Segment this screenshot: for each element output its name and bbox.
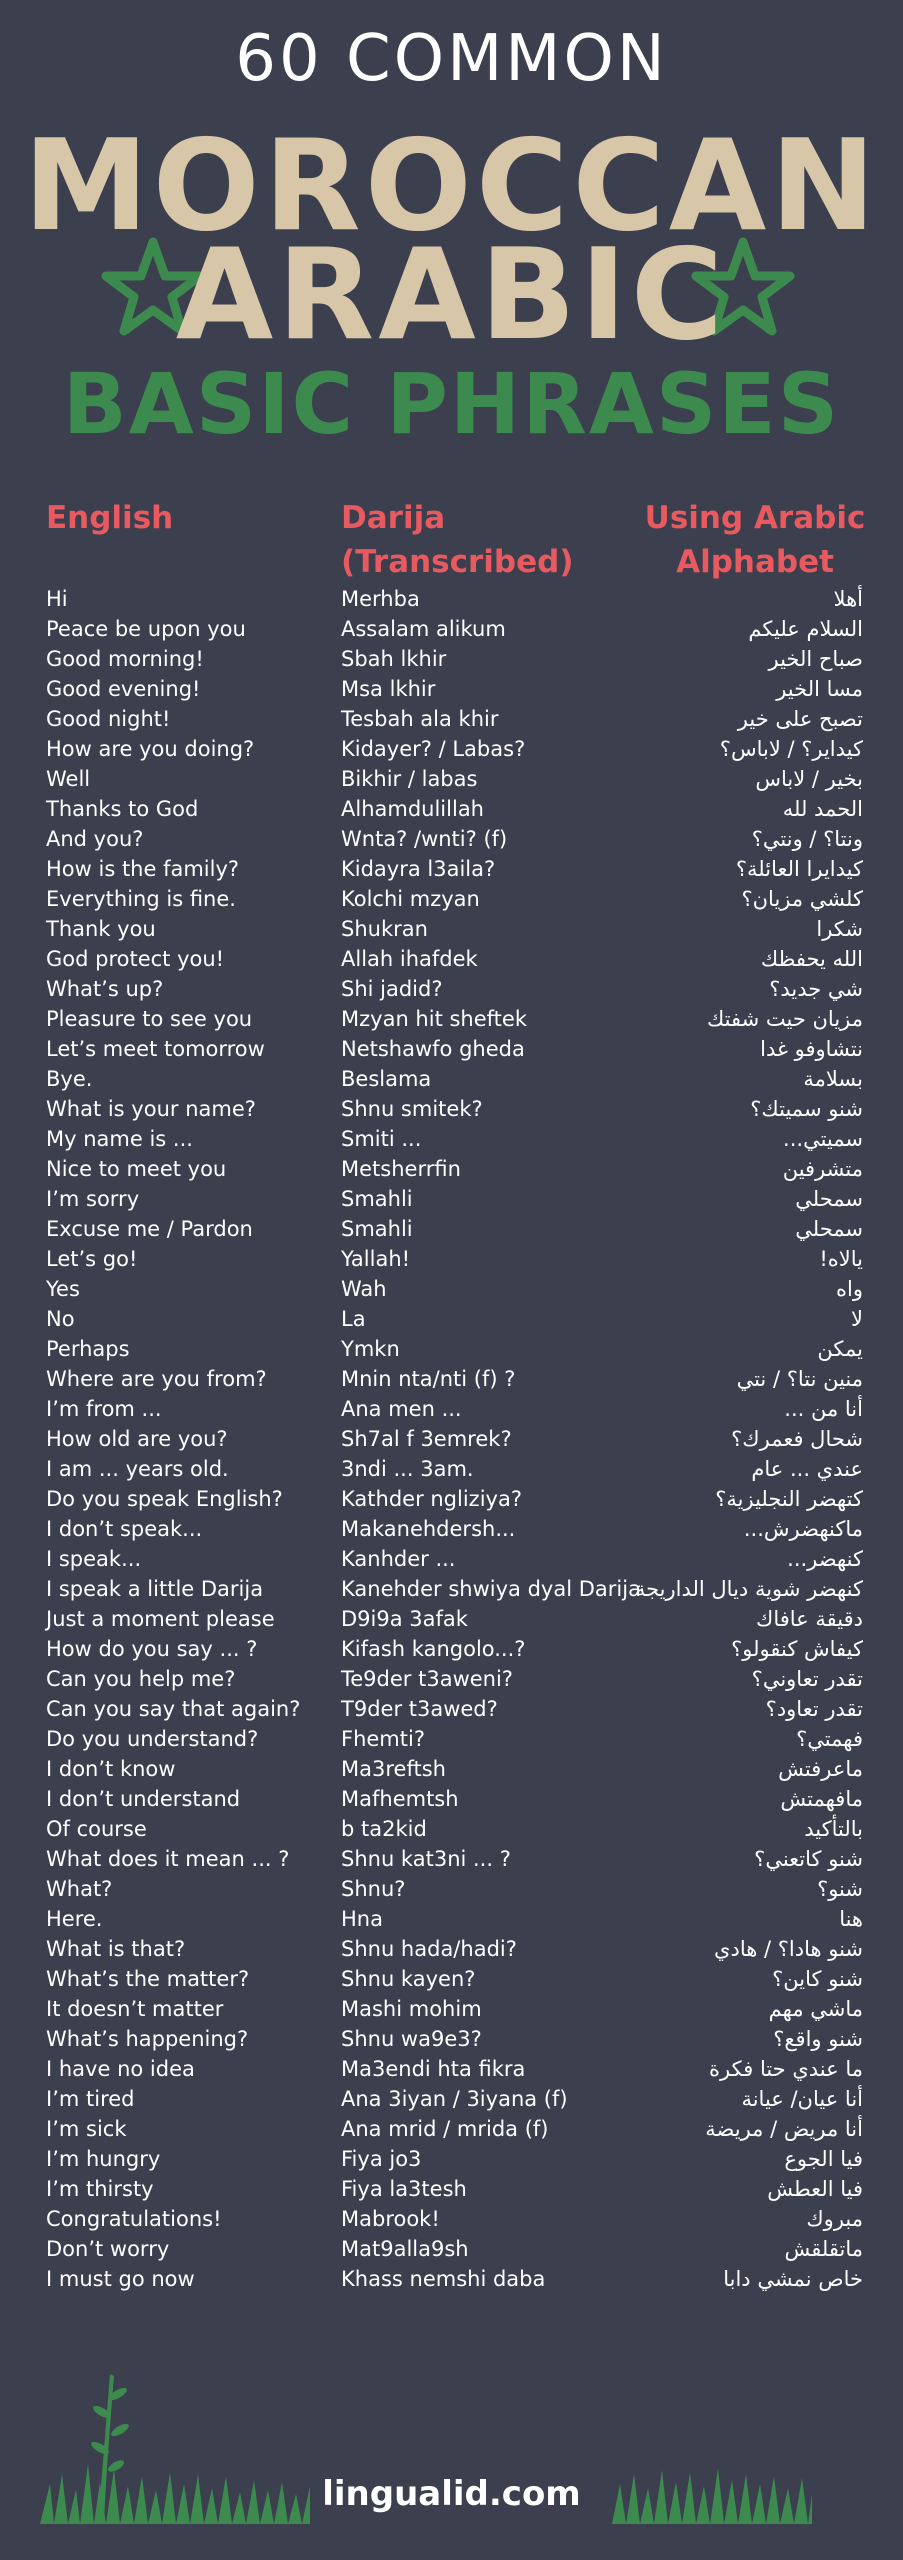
- english-phrase: Well: [46, 767, 91, 791]
- english-phrase: Perhaps: [46, 1337, 130, 1361]
- arabic-phrase: دقيقة عافاك: [756, 1607, 863, 1631]
- title-line-4: BASIC PHRASES: [62, 355, 841, 453]
- arabic-phrase: هنا: [839, 1907, 863, 1931]
- darija-phrase: Shnu kayen?: [341, 1967, 476, 1991]
- english-phrase: What does it mean ... ?: [46, 1847, 290, 1871]
- arabic-phrase: مزيان حيت شفتك: [706, 1007, 863, 1031]
- english-phrase: Just a moment please: [46, 1607, 275, 1631]
- arabic-phrase: كنهضر...: [787, 1547, 863, 1571]
- english-phrase: Good night!: [46, 707, 171, 731]
- english-phrase: What is your name?: [46, 1097, 256, 1121]
- english-phrase: Here.: [46, 1907, 103, 1931]
- darija-phrase: Te9der t3aweni?: [341, 1667, 513, 1691]
- english-phrase: I have no idea: [46, 2057, 195, 2081]
- english-phrase: I’m tired: [46, 2087, 135, 2111]
- arabic-phrase: مافهمتش: [780, 1787, 863, 1811]
- header-english: [46, 496, 173, 540]
- arabic-phrase: شنو كاين؟: [772, 1967, 863, 1991]
- english-phrase: I don’t understand: [46, 1787, 241, 1811]
- arabic-phrase: ماشي مهم: [768, 1997, 863, 2021]
- english-phrase: Hi: [46, 587, 68, 611]
- english-phrase: I must go now: [46, 2267, 195, 2291]
- darija-phrase: b ta2kid: [341, 1817, 427, 1841]
- arabic-phrase: شنو سميتك؟: [750, 1097, 863, 1121]
- darija-phrase: Kifash kangolo...?: [341, 1637, 526, 1661]
- arabic-phrase: الله يحفظك: [760, 947, 863, 971]
- arabic-phrase: سميتي...: [783, 1127, 863, 1151]
- darija-phrase: D9i9a 3afak: [341, 1607, 468, 1631]
- darija-phrase: Alhamdulillah: [341, 797, 484, 821]
- arabic-phrase: مسا الخير: [776, 677, 863, 701]
- darija-phrase: Mafhemtsh: [341, 1787, 459, 1811]
- arabic-phrase: فيا العطش: [767, 2177, 863, 2201]
- arabic-phrase: الحمد لله: [782, 797, 863, 821]
- header-arabic-line-2: Alphabet: [676, 544, 834, 580]
- english-phrase: Thanks to God: [46, 797, 199, 821]
- arabic-phrase: شنو؟: [817, 1877, 863, 1901]
- darija-phrase: Smiti ...: [341, 1127, 422, 1151]
- english-phrase: Can you say that again?: [46, 1697, 301, 1721]
- english-phrase: What’s happening?: [46, 2027, 249, 2051]
- english-phrase: Pleasure to see you: [46, 1007, 253, 1031]
- darija-phrase: Ana men ...: [341, 1397, 462, 1421]
- arabic-phrase: نتشاوفو غدا: [760, 1037, 863, 1061]
- darija-phrase: T9der t3awed?: [341, 1697, 498, 1721]
- darija-phrase: Ymkn: [341, 1337, 400, 1361]
- english-phrase: Yes: [46, 1277, 80, 1301]
- arabic-phrase: سمحلي: [795, 1187, 863, 1211]
- arabic-phrase: ماكنهضرش...: [743, 1517, 863, 1541]
- arabic-phrase: كيداير؟ / لاباس؟: [719, 737, 863, 761]
- darija-phrase: Wnta? /wnti? (f): [341, 827, 508, 851]
- arabic-phrase: كيدايرا العائلة؟: [735, 857, 863, 881]
- english-phrase: Do you understand?: [46, 1727, 259, 1751]
- arabic-phrase: ماتقلقش: [784, 2237, 863, 2261]
- darija-phrase: Merhba: [341, 587, 420, 611]
- darija-phrase: Kanhder ...: [341, 1547, 456, 1571]
- darija-phrase: Metsherrfin: [341, 1157, 461, 1181]
- header-arabic: [640, 496, 870, 584]
- english-phrase: Thank you: [46, 917, 156, 941]
- arabic-phrase: شكرا: [816, 917, 863, 941]
- darija-phrase: Ma3endi hta fikra: [341, 2057, 526, 2081]
- darija-phrase: Kathder ngliziya?: [341, 1487, 522, 1511]
- english-phrase: How old are you?: [46, 1427, 228, 1451]
- arabic-phrase: خاص نمشي دابا: [723, 2267, 863, 2291]
- english-phrase: Good evening!: [46, 677, 201, 701]
- darija-phrase: Bikhir / labas: [341, 767, 478, 791]
- english-phrase: How is the family?: [46, 857, 240, 881]
- arabic-phrase: كنهضر شوية ديال الداريجة: [634, 1577, 863, 1601]
- site-url: lingualid.com: [322, 2474, 581, 2514]
- english-phrase: Bye.: [46, 1067, 93, 1091]
- darija-phrase: Kidayra l3aila?: [341, 857, 496, 881]
- darija-phrase: Beslama: [341, 1067, 432, 1091]
- arabic-phrase: بسلامة: [803, 1067, 863, 1091]
- english-phrase: What?: [46, 1877, 113, 1901]
- arabic-phrase: تقدر تعاود؟: [765, 1697, 863, 1721]
- darija-phrase: Shnu smitek?: [341, 1097, 483, 1121]
- english-phrase: I am ... years old.: [46, 1457, 229, 1481]
- arabic-phrase: يالاه!: [819, 1247, 863, 1271]
- english-phrase: And you?: [46, 827, 144, 851]
- english-phrase: What’s up?: [46, 977, 164, 1001]
- arabic-phrase: أهلا: [833, 587, 863, 611]
- arabic-phrase: شي جديد؟: [769, 977, 863, 1001]
- english-phrase: What is that?: [46, 1937, 186, 1961]
- title-line-2: MOROCCAN: [23, 112, 880, 259]
- darija-phrase: Msa lkhir: [341, 677, 436, 701]
- darija-phrase: Hna: [341, 1907, 383, 1931]
- title-line-3: ARABIC: [175, 221, 728, 368]
- darija-phrase: Mzyan hit sheftek: [341, 1007, 527, 1031]
- arabic-phrase: شنو هادا؟ / هادي: [714, 1937, 863, 1961]
- english-phrase: How are you doing?: [46, 737, 255, 761]
- darija-phrase: Mabrook!: [341, 2207, 440, 2231]
- english-phrase: Everything is fine.: [46, 887, 236, 911]
- arabic-column: [593, 584, 863, 2294]
- arabic-phrase: بالتأكيد: [804, 1817, 863, 1841]
- arabic-phrase: يمكن: [817, 1337, 863, 1361]
- darija-phrase: Smahli: [341, 1187, 413, 1211]
- arabic-phrase: متشرفين: [782, 1157, 863, 1181]
- darija-phrase: Kanehder shwiya dyal Darija: [341, 1577, 641, 1601]
- darija-phrase: Sbah lkhir: [341, 647, 447, 671]
- english-phrase: Congratulations!: [46, 2207, 222, 2231]
- english-phrase: Let’s go!: [46, 1247, 138, 1271]
- darija-phrase: Shnu kat3ni ... ?: [341, 1847, 511, 1871]
- arabic-phrase: أنا من ...: [784, 1397, 863, 1421]
- arabic-phrase: منين نتا؟ / نتي: [736, 1367, 863, 1391]
- arabic-phrase: شحال فعمرك؟: [731, 1427, 863, 1451]
- english-phrase: I’m sick: [46, 2117, 127, 2141]
- english-phrase: Where are you from?: [46, 1367, 267, 1391]
- arabic-phrase: أنا مريض / مريضة: [705, 2117, 863, 2141]
- darija-phrase: Sh7al f 3emrek?: [341, 1427, 512, 1451]
- arabic-phrase: كلشي مزيان؟: [741, 887, 863, 911]
- header-darija-line-1: Darija: [341, 500, 446, 536]
- darija-phrase: Shnu hada/hadi?: [341, 1937, 517, 1961]
- arabic-phrase: ماعرفتش: [778, 1757, 863, 1781]
- darija-phrase: Netshawfo gheda: [341, 1037, 525, 1061]
- arabic-phrase: تقدر تعاوني؟: [751, 1667, 863, 1691]
- english-phrase: How do you say ... ?: [46, 1637, 258, 1661]
- arabic-phrase: واه: [836, 1277, 863, 1301]
- arabic-phrase: كيفاش كنقولو؟: [731, 1637, 863, 1661]
- arabic-phrase: فيا الجوع: [784, 2147, 863, 2171]
- arabic-phrase: تصبح على خير: [737, 707, 863, 731]
- arabic-phrase: السلام عليكم: [748, 617, 863, 641]
- darija-phrase: 3ndi ... 3am.: [341, 1457, 474, 1481]
- darija-phrase: Mat9alla9sh: [341, 2237, 469, 2261]
- arabic-phrase: شنو كاتعني؟: [754, 1847, 863, 1871]
- darija-phrase: Ma3reftsh: [341, 1757, 446, 1781]
- english-phrase: It doesn’t matter: [46, 1997, 224, 2021]
- english-phrase: God protect you!: [46, 947, 225, 971]
- darija-phrase: Yallah!: [341, 1247, 411, 1271]
- arabic-phrase: ونتا؟ / ونتي؟: [751, 827, 863, 851]
- english-phrase: I speak a little Darija: [46, 1577, 264, 1601]
- header-darija: [341, 496, 574, 584]
- title-line-1: 60 COMMON: [235, 22, 668, 96]
- english-phrase: I don’t know: [46, 1757, 176, 1781]
- english-phrase: Nice to meet you: [46, 1157, 227, 1181]
- english-phrase: Of course: [46, 1817, 147, 1841]
- darija-phrase: Makanehdersh...: [341, 1517, 516, 1541]
- english-phrase: What’s the matter?: [46, 1967, 250, 1991]
- english-phrase: I’m from ...: [46, 1397, 162, 1421]
- darija-phrase: Khass nemshi daba: [341, 2267, 546, 2291]
- english-phrase: I don’t speak...: [46, 1517, 203, 1541]
- darija-phrase: La: [341, 1307, 366, 1331]
- english-phrase: I’m sorry: [46, 1187, 140, 1211]
- darija-phrase: Kidayer? / Labas?: [341, 737, 526, 761]
- english-phrase: Don’t worry: [46, 2237, 170, 2261]
- english-phrase: Do you speak English?: [46, 1487, 283, 1511]
- darija-phrase: Shukran: [341, 917, 428, 941]
- darija-phrase: Fhemti?: [341, 1727, 425, 1751]
- english-phrase: My name is ...: [46, 1127, 193, 1151]
- english-phrase: I’m hungry: [46, 2147, 161, 2171]
- darija-phrase: Mashi mohim: [341, 1997, 482, 2021]
- darija-phrase: Smahli: [341, 1217, 413, 1241]
- arabic-phrase: ما عندي حتا فكرة: [709, 2057, 863, 2081]
- english-phrase: I’m thirsty: [46, 2177, 154, 2201]
- arabic-phrase: سمحلي: [795, 1217, 863, 1241]
- darija-phrase: Mnin nta/nti (f) ?: [341, 1367, 516, 1391]
- header-darija-line-2: (Transcribed): [341, 544, 574, 580]
- arabic-phrase: لا: [851, 1307, 863, 1331]
- arabic-phrase: فهمتي؟: [796, 1727, 863, 1751]
- english-phrase: Can you help me?: [46, 1667, 236, 1691]
- english-phrase: Good morning!: [46, 647, 204, 671]
- english-phrase: No: [46, 1307, 75, 1331]
- arabic-phrase: كتهضر النجليزية؟: [715, 1487, 863, 1511]
- darija-phrase: Fiya la3tesh: [341, 2177, 467, 2201]
- darija-phrase: Ana 3iyan / 3iyana (f): [341, 2087, 568, 2111]
- darija-phrase: Allah ihafdek: [341, 947, 478, 971]
- darija-phrase: Shnu wa9e3?: [341, 2027, 482, 2051]
- darija-phrase: Assalam alikum: [341, 617, 506, 641]
- darija-phrase: Wah: [341, 1277, 387, 1301]
- arabic-phrase: عندي ... عام: [751, 1457, 863, 1481]
- english-phrase: Let’s meet tomorrow: [46, 1037, 265, 1061]
- darija-phrase: Fiya jo3: [341, 2147, 422, 2171]
- header-english-label: English: [46, 500, 174, 536]
- darija-phrase: Tesbah ala khir: [341, 707, 499, 731]
- english-column: [46, 584, 300, 2294]
- english-phrase: Peace be upon you: [46, 617, 246, 641]
- arabic-phrase: أنا عيان/ عيانة: [741, 2087, 863, 2111]
- arabic-phrase: شنو واقع؟: [773, 2027, 863, 2051]
- darija-phrase: Shi jadid?: [341, 977, 443, 1001]
- darija-phrase: Shnu?: [341, 1877, 406, 1901]
- arabic-phrase: بخير / لاباس: [755, 767, 863, 791]
- header-arabic-line-1: Using Arabic: [644, 500, 866, 536]
- darija-phrase: Ana mrid / mrida (f): [341, 2117, 549, 2141]
- arabic-phrase: صباح الخير: [768, 647, 863, 671]
- darija-phrase: Kolchi mzyan: [341, 887, 480, 911]
- english-phrase: I speak...: [46, 1547, 142, 1571]
- english-phrase: Excuse me / Pardon: [46, 1217, 253, 1241]
- arabic-phrase: مبروك: [806, 2207, 863, 2231]
